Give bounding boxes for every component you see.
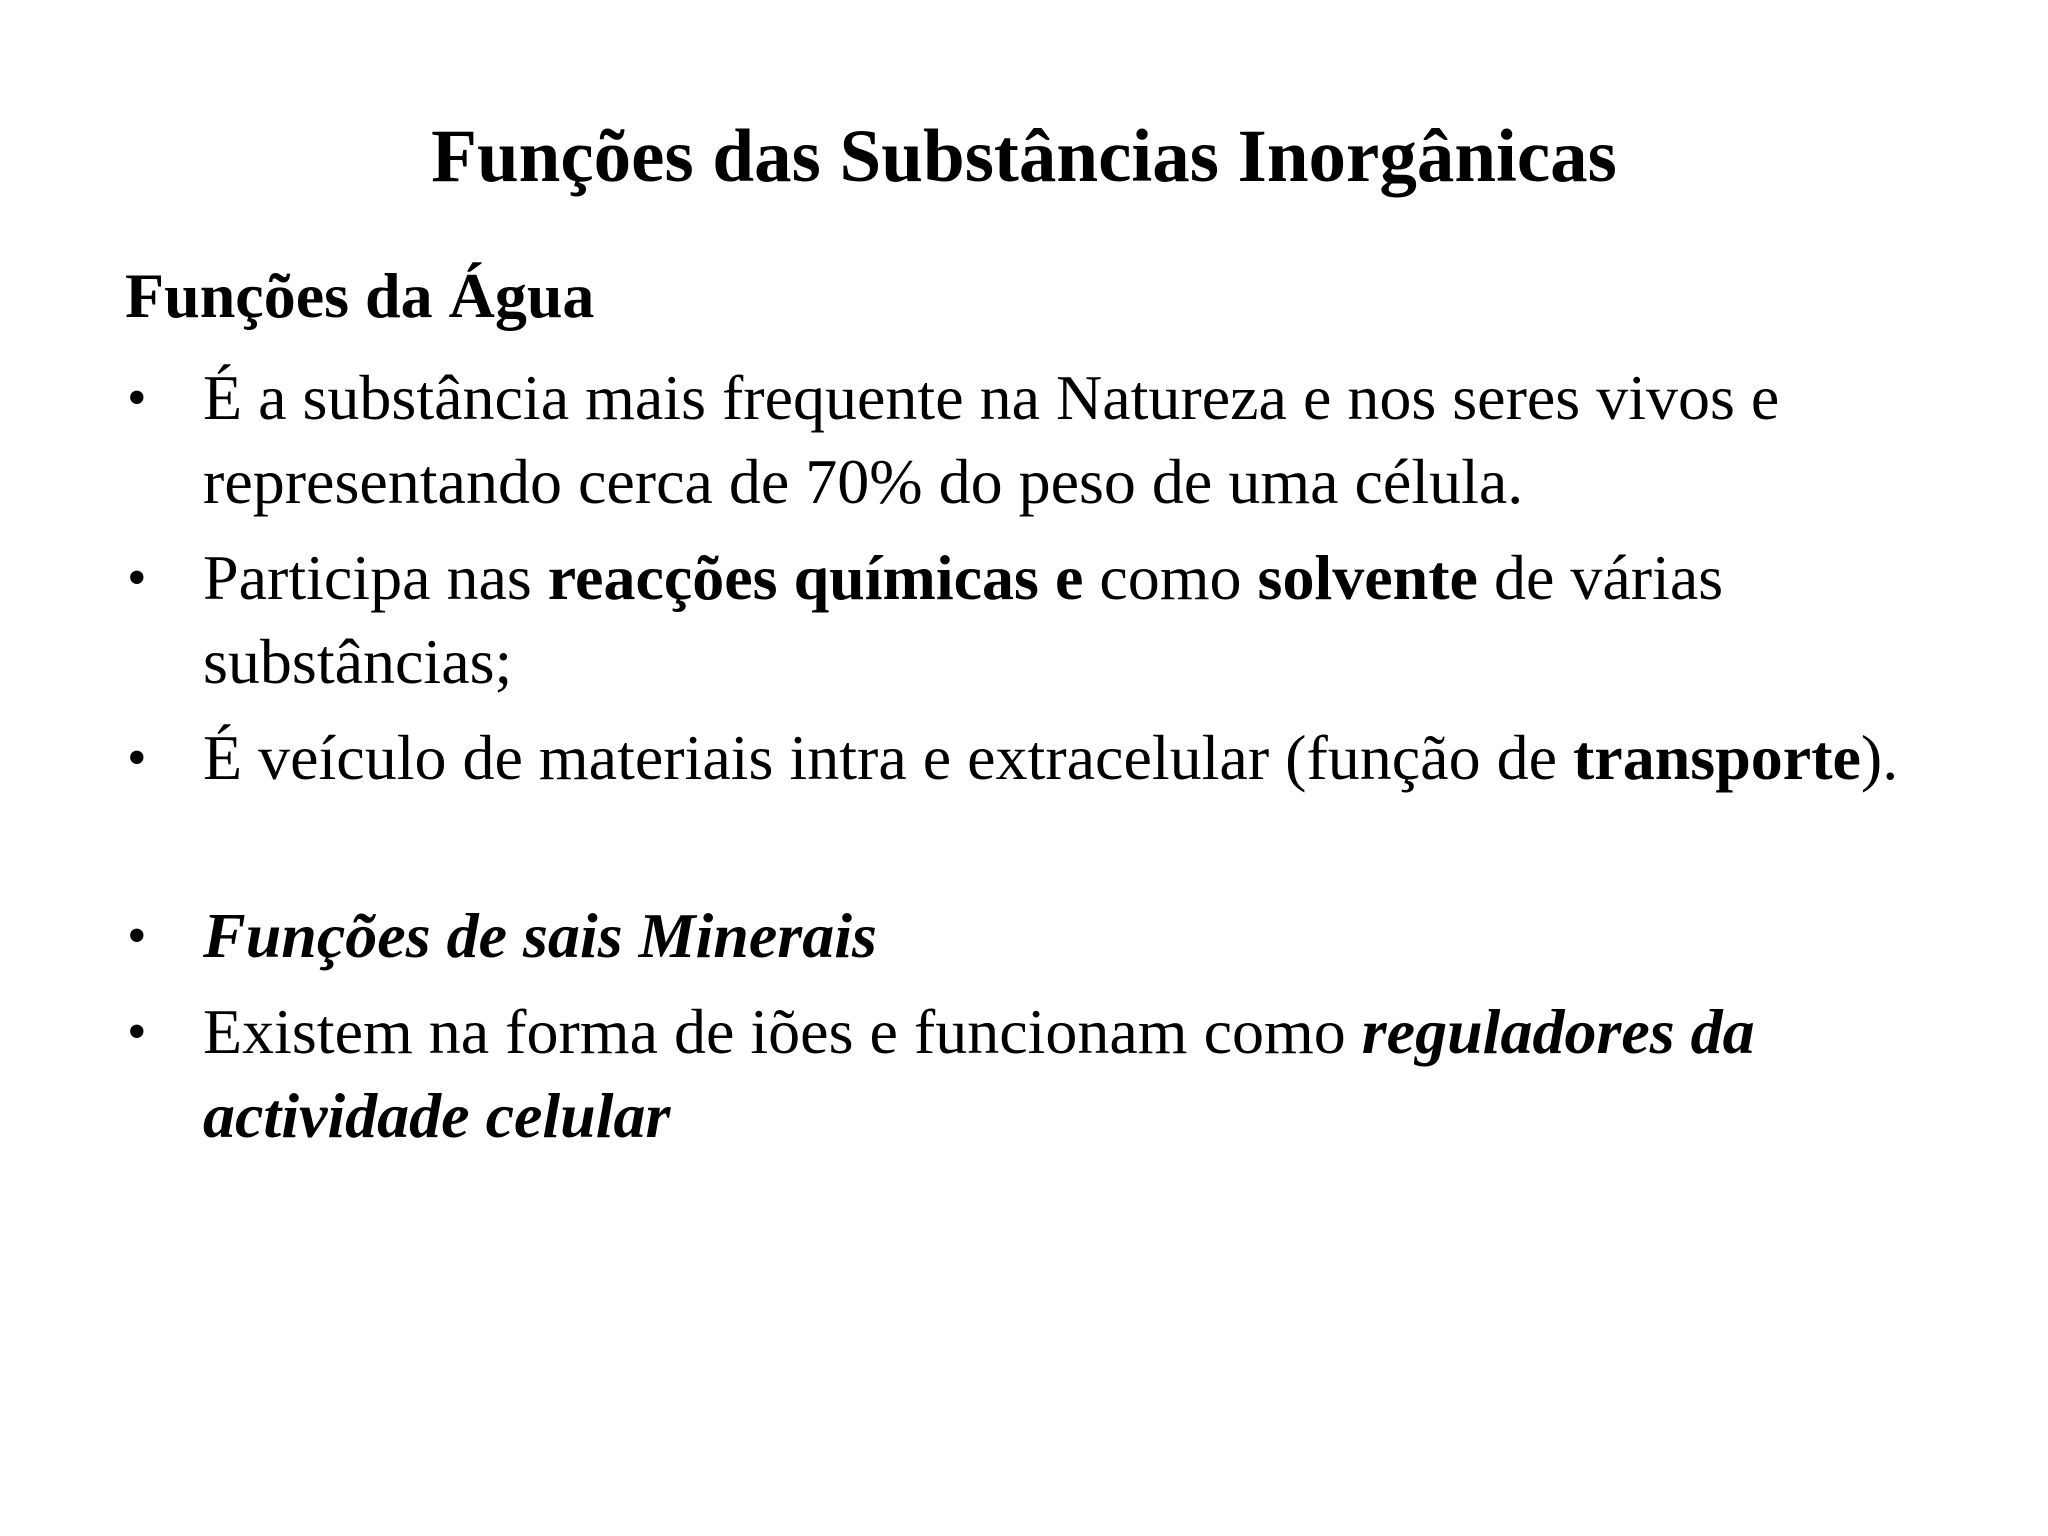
bullet-text: Participa nas (203, 542, 548, 613)
bullet-text: É veículo de materiais intra e extracelular (função de (203, 722, 1573, 793)
bullet-text: de várias substâncias; (203, 542, 1724, 697)
bullet-item-ions (125, 990, 1985, 1158)
bullet-text-bold: reacções químicas e (547, 542, 1084, 613)
bullet-marker: • (127, 367, 147, 429)
bullet-item-transport (125, 716, 1985, 800)
bullet-text: É a substância mais frequente na Natureza e nos seres vivos e representando cerca de 70% do peso de uma célula. (203, 362, 1780, 517)
slide-title: Funções das Substâncias Inorgânicas (431, 115, 1617, 198)
bullet-marker: • (127, 1001, 147, 1063)
bullet-text: ). (1860, 722, 1899, 793)
bullet-list (125, 356, 1985, 1158)
bullet-text-bold-italic: Funções de sais Minerais (203, 900, 877, 971)
section-heading-agua: Funções da Água (125, 260, 595, 331)
bullet-text-bold-italic: reguladores da actividade celular (203, 996, 1755, 1151)
bullet-item-reactions (125, 536, 1985, 704)
bullet-marker: • (127, 727, 147, 789)
bullet-marker: • (127, 905, 147, 967)
bullet-marker: • (127, 547, 147, 609)
bullet-item-abundance (125, 356, 1985, 524)
bullet-text-bold: solvente (1257, 542, 1478, 613)
bullet-text-bold: transporte (1572, 722, 1861, 793)
bullet-text: como (1083, 542, 1258, 613)
bullet-text: Existem na forma de iões e funcionam como (203, 996, 1362, 1067)
bullet-item-mineral-salts-heading (125, 894, 1985, 978)
